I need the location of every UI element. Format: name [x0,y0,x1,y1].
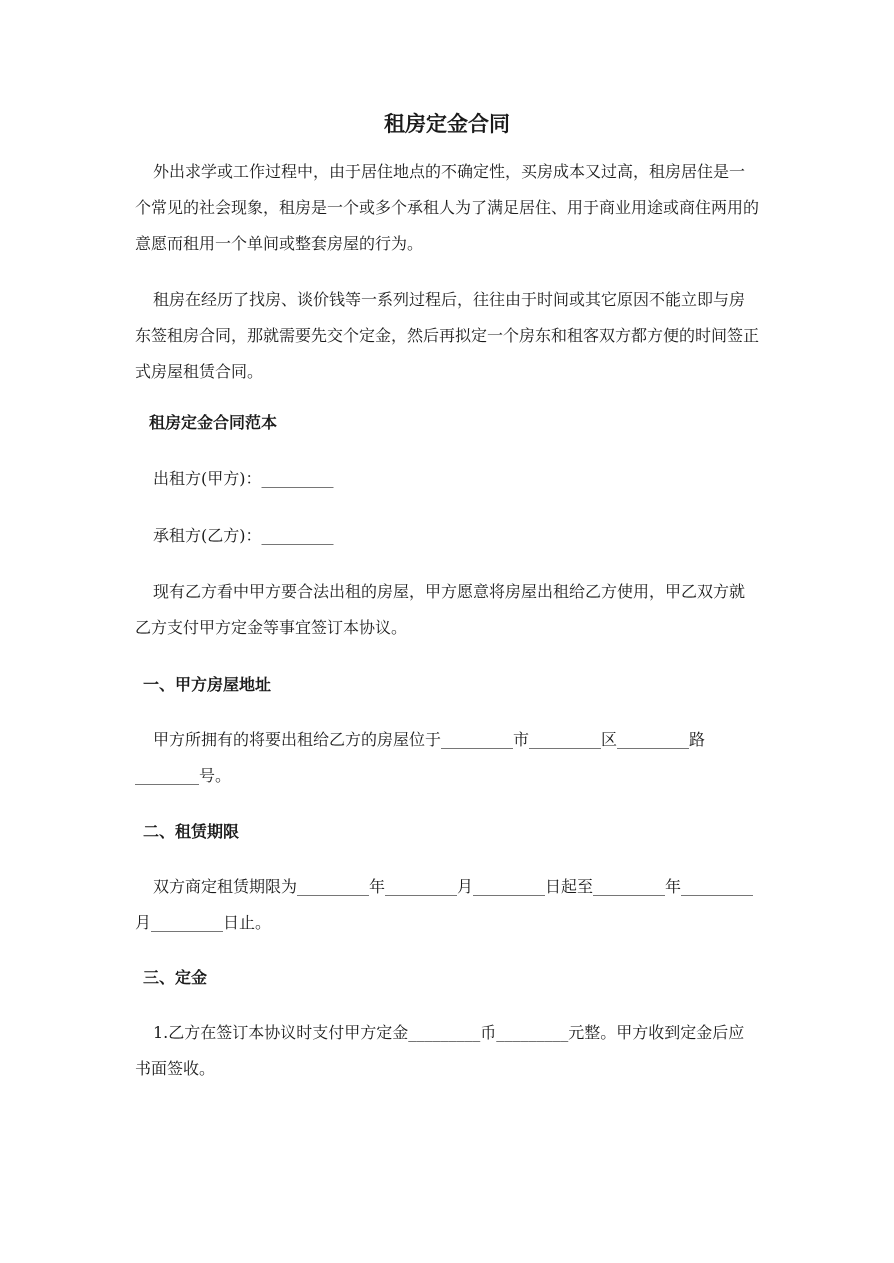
document-title: 租房定金合同 [384,112,510,136]
template-heading: 租房定金合同范本 [149,413,278,432]
section-2-heading: 二、租赁期限 [143,822,240,841]
lessee-line: 承租方(乙方)：_________ [153,526,334,545]
intro-paragraph-2: 租房在经历了找房、谈价钱等一系列过程后，往往由于时间或其它原因不能立即与房东签租房合同，那就需要先交个定金，然后再拟定一个房东和租客双方都方便的时间签正式房屋租赁合同。 [135,290,760,381]
section-1-heading: 一、甲方房屋地址 [143,675,272,694]
section-3-item-1: 1.乙方在签订本协议时支付甲方定金_________币_________元整。甲方收到定金后应书面签收。 [135,1023,745,1078]
section-3-heading: 三、定金 [143,968,208,987]
section-2-body: 双方商定租赁期限为_________年_________月_________日起至_________年_________月_________日止。 [135,877,754,932]
intro-paragraph-1: 外出求学或工作过程中，由于居住地点的不确定性，买房成本又过高，租房居住是一个常见的社会现象，租房是一个或多个承租人为了满足居住、用于商业用途或商住两用的意愿而租用一个单间或整套房屋的行为。 [135,162,760,253]
lessor-line: 出租方(甲方)：_________ [153,469,334,488]
section-1-body: 甲方所拥有的将要出租给乙方的房屋位于_________市_________区_________路________号。 [135,730,706,785]
preamble-paragraph: 现有乙方看中甲方要合法出租的房屋，甲方愿意将房屋出租给乙方使用，甲乙双方就乙方支付甲方定金等事宜签订本协议。 [135,582,746,637]
